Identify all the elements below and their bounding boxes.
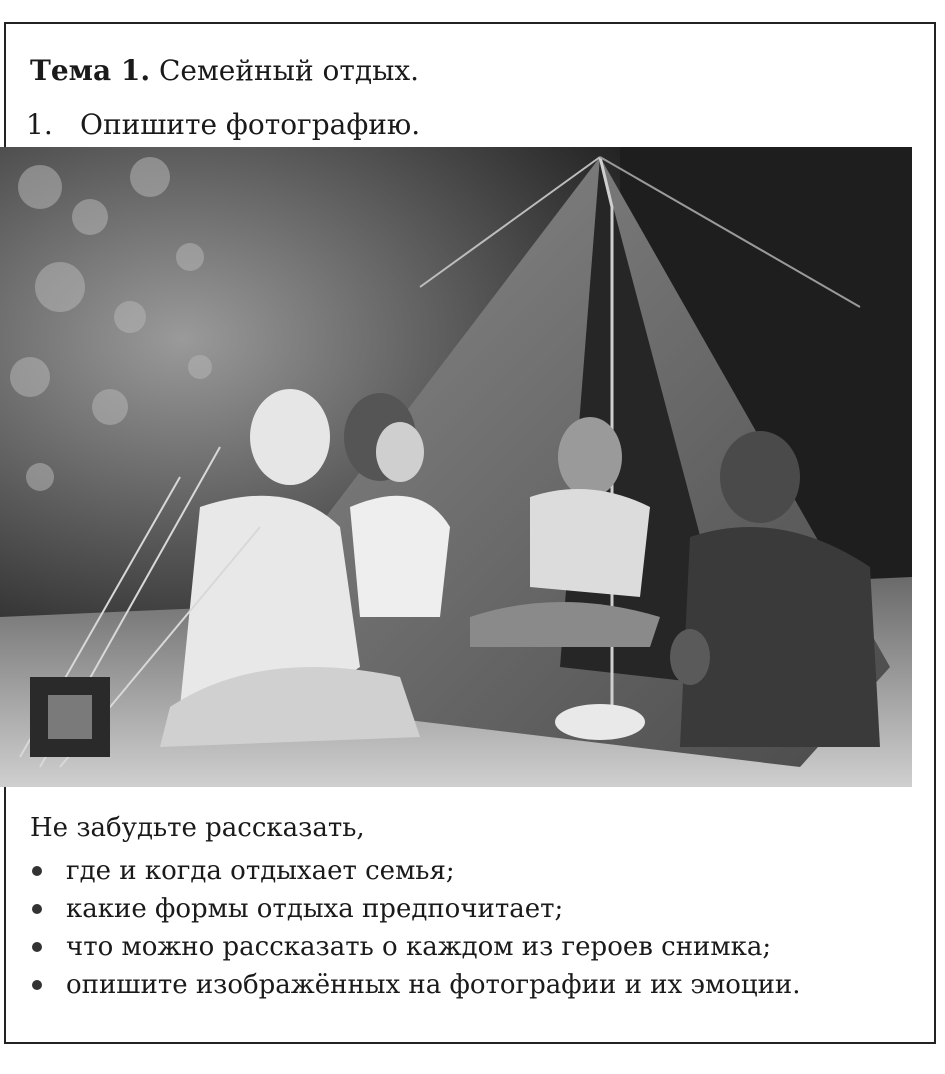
bullet-icon (32, 866, 42, 876)
bullet-icon (32, 980, 42, 990)
topic-heading (30, 54, 419, 88)
list-item-text: какие формы отдыха предпочитает; (66, 894, 564, 924)
camping-family-photo-icon (0, 147, 912, 787)
camping-photo (0, 147, 912, 787)
topic-label: Тема 1. (30, 54, 151, 87)
list-item-text: где и когда отдыхает семья; (66, 856, 455, 886)
list-item-text: что можно рассказать о каждом из героев снимка; (66, 932, 772, 962)
task-number: 1. (26, 108, 53, 141)
list-item (28, 890, 801, 928)
task-line (26, 108, 420, 142)
prompt-list (28, 852, 801, 1004)
bullet-icon (32, 904, 42, 914)
list-item (28, 966, 801, 1004)
list-item (28, 928, 801, 966)
task-text: Опишите фотографию. (80, 108, 421, 141)
prompt-intro: Не забудьте рассказать, (30, 813, 365, 843)
topic-title: Семейный отдых. (159, 54, 420, 87)
bullet-icon (32, 942, 42, 952)
list-item-text: опишите изображённых на фотографии и их эмоции. (66, 970, 801, 1000)
list-item (28, 852, 801, 890)
